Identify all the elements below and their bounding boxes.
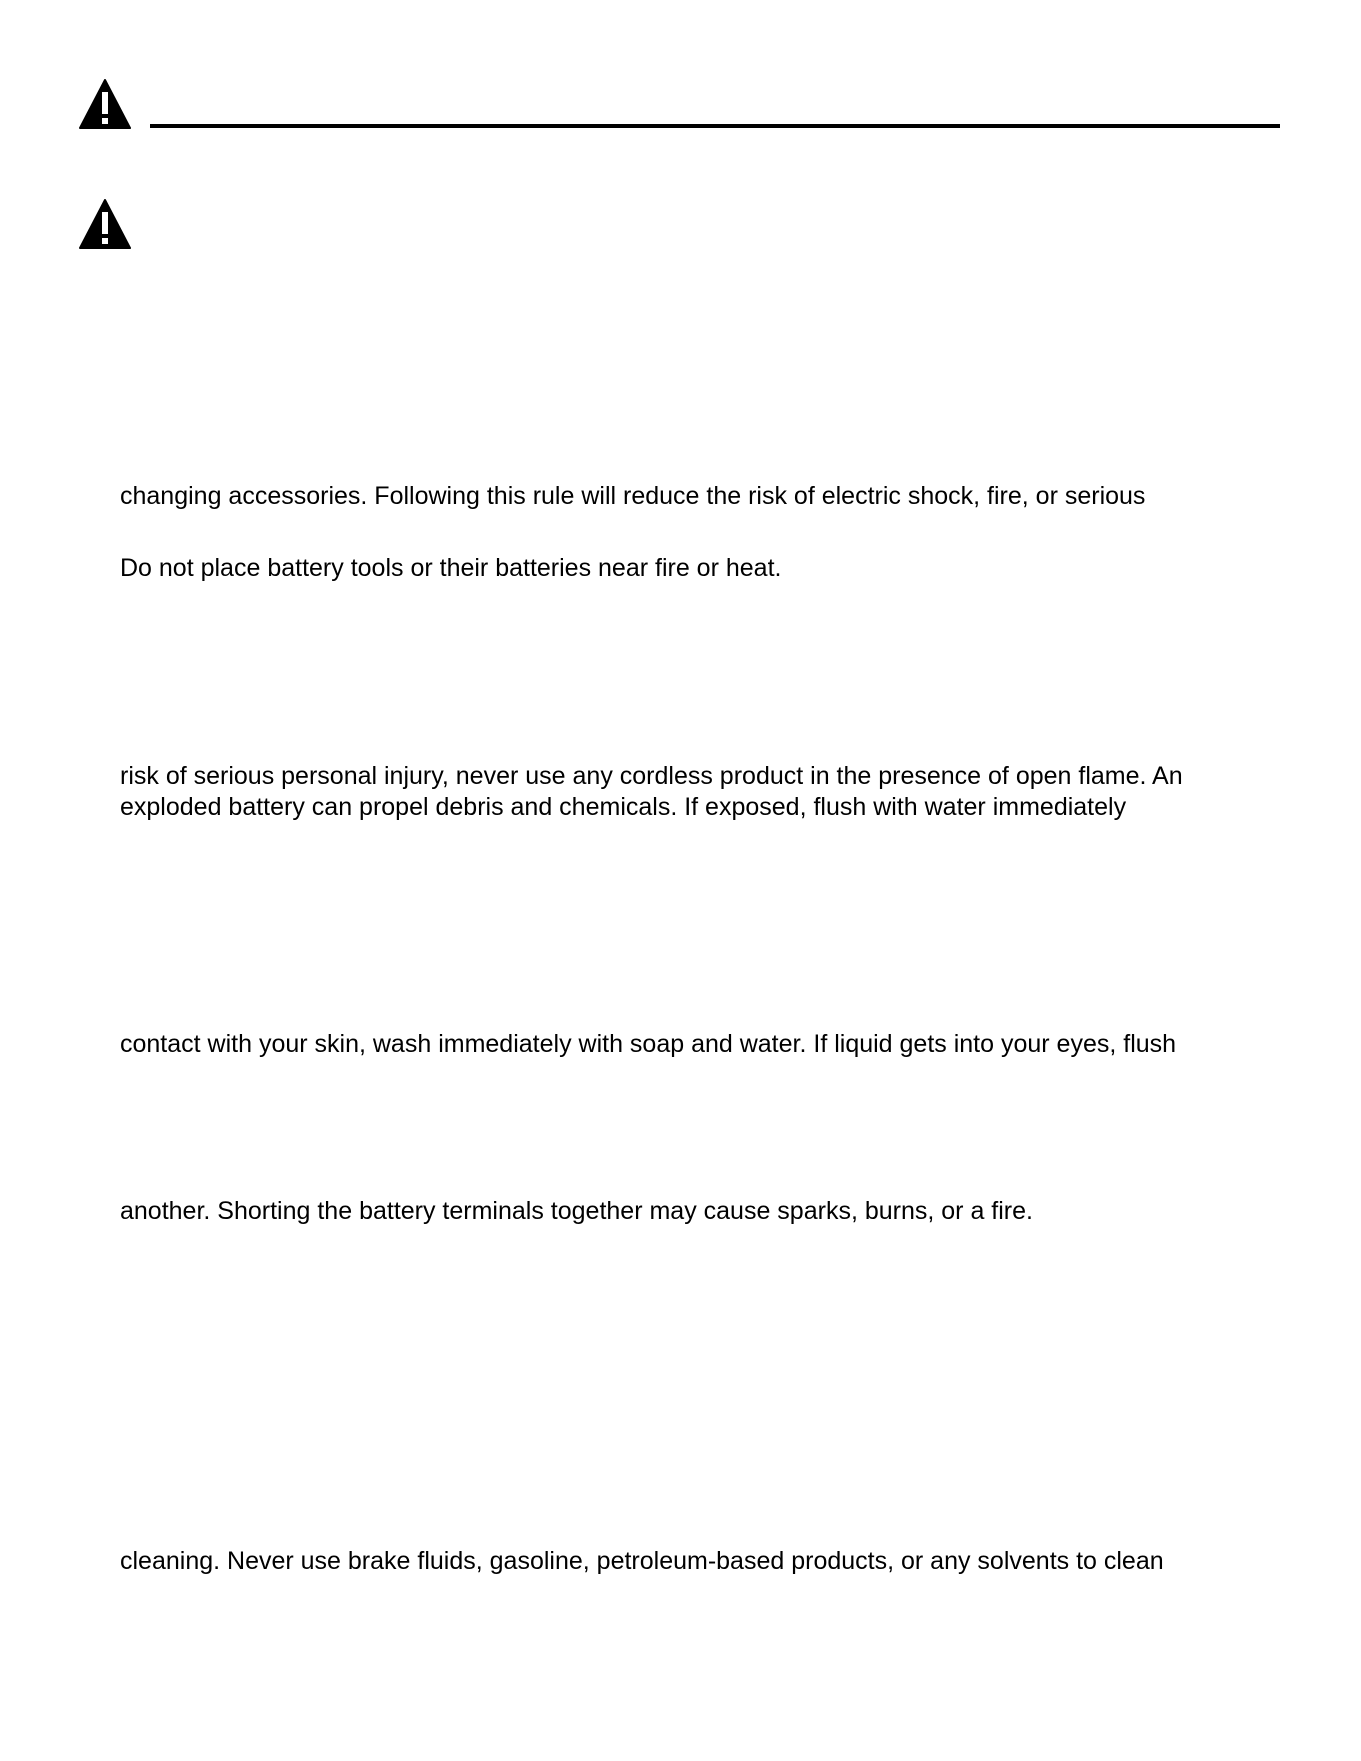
body-text-line: cleaning. Never use brake fluids, gasoline, petroleum-based products, or any solvents to clean xyxy=(120,1547,1164,1575)
warning-triangle-icon xyxy=(78,198,132,250)
body-text-line: risk of serious personal injury, never use any cordless product in the presence of open flame. An xyxy=(120,762,1183,790)
header-divider xyxy=(150,124,1280,128)
body-text-line: exploded battery can propel debris and chemicals. If exposed, flush with water immediately xyxy=(120,793,1127,821)
warning-triangle-icon xyxy=(78,78,132,130)
body-text-line: Do not place battery tools or their batteries near fire or heat. xyxy=(120,554,782,582)
body-text-line: contact with your skin, wash immediately with soap and water. If liquid gets into your eyes, flush xyxy=(120,1030,1177,1058)
body-text-line: changing accessories. Following this rule will reduce the risk of electric shock, fire, or serious xyxy=(120,482,1146,510)
body-text-line: another. Shorting the battery terminals together may cause sparks, burns, or a fire. xyxy=(120,1197,1033,1225)
